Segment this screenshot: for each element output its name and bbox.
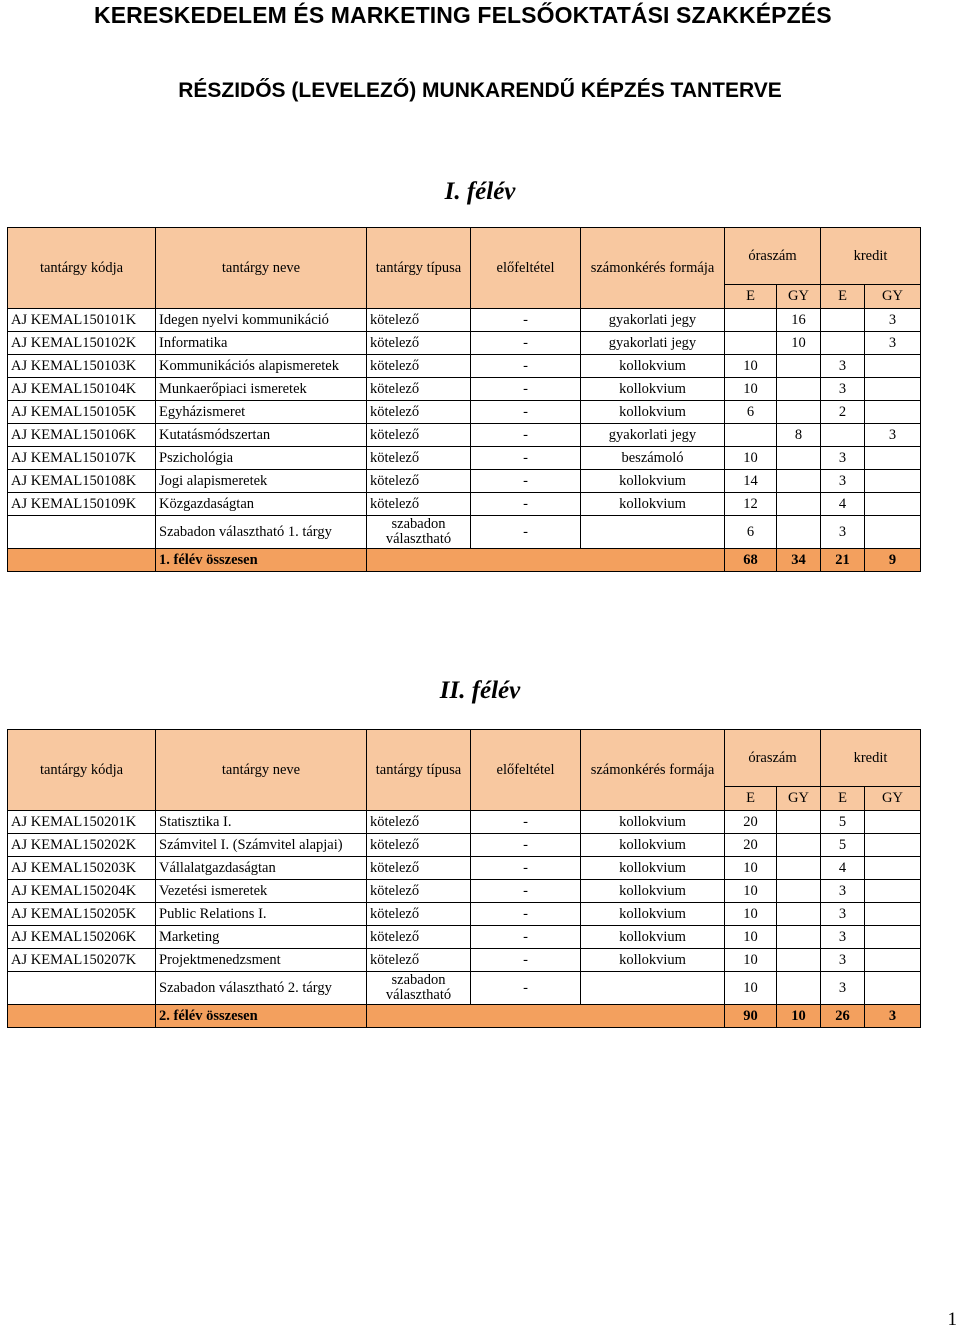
hours-e: 10 — [725, 857, 777, 880]
hours-gy — [777, 401, 821, 424]
total-label: 2. félév összesen — [156, 1005, 367, 1028]
subject-name: Vezetési ismeretek — [156, 880, 367, 903]
elective-row — [8, 516, 921, 549]
hours-gy — [777, 493, 821, 516]
subject-name: Jogi alapismeretek — [156, 470, 367, 493]
credit-gy — [865, 516, 921, 549]
total-spacer — [8, 549, 156, 572]
header-credit-e: E — [821, 285, 865, 309]
subject-name: Public Relations I. — [156, 903, 367, 926]
credit-e — [821, 424, 865, 447]
credit-gy: 3 — [865, 332, 921, 355]
subject-name: Projektmenedzsment — [156, 949, 367, 972]
table-row — [8, 424, 921, 447]
table-row — [8, 811, 921, 834]
elective-row — [8, 972, 921, 1005]
header-credit: kredit — [821, 228, 921, 285]
hours-e — [725, 332, 777, 355]
subject-code: AJ KEMAL150201K — [8, 811, 156, 834]
hours-gy — [777, 378, 821, 401]
hours-gy — [777, 447, 821, 470]
header-hours: óraszám — [725, 228, 821, 285]
credit-gy — [865, 857, 921, 880]
exam-form: gyakorlati jegy — [581, 309, 725, 332]
subject-name: Közgazdaságtan — [156, 493, 367, 516]
exam-form — [581, 972, 725, 1005]
subject-code: AJ KEMAL150104K — [8, 378, 156, 401]
table-row — [8, 949, 921, 972]
hours-gy: 8 — [777, 424, 821, 447]
exam-form: kollokvium — [581, 949, 725, 972]
subject-code: AJ KEMAL150204K — [8, 880, 156, 903]
total-hours-gy: 34 — [777, 549, 821, 572]
credit-e: 3 — [821, 447, 865, 470]
table-row — [8, 447, 921, 470]
hours-gy — [777, 834, 821, 857]
header-hours-e: E — [725, 285, 777, 309]
hours-e: 10 — [725, 926, 777, 949]
subject-type: kötelező — [367, 857, 471, 880]
prerequisite: - — [471, 857, 581, 880]
subject-type: kötelező — [367, 834, 471, 857]
prerequisite: - — [471, 516, 581, 549]
total-spacer — [8, 1005, 156, 1028]
subject-name: Pszichológia — [156, 447, 367, 470]
hours-gy — [777, 811, 821, 834]
header-credit: kredit — [821, 730, 921, 787]
subject-type: kötelező — [367, 903, 471, 926]
header-name: tantárgy neve — [156, 228, 367, 309]
semester-2-heading: II. félév — [439, 677, 521, 704]
subject-type: kötelező — [367, 880, 471, 903]
subject-type: kötelező — [367, 309, 471, 332]
hours-gy — [777, 903, 821, 926]
credit-e — [821, 309, 865, 332]
header-code: tantárgy kódja — [8, 730, 156, 811]
subject-code — [8, 516, 156, 549]
credit-gy — [865, 470, 921, 493]
subject-type: kötelező — [367, 355, 471, 378]
exam-form: gyakorlati jegy — [581, 332, 725, 355]
subject-type: szabadon választható — [367, 972, 471, 1005]
hours-gy — [777, 880, 821, 903]
total-credit-e: 21 — [821, 549, 865, 572]
header-prereq: előfeltétel — [471, 228, 581, 309]
hours-gy — [777, 516, 821, 549]
page-number: 1 — [947, 1309, 957, 1330]
subject-code: AJ KEMAL150206K — [8, 926, 156, 949]
credit-gy — [865, 447, 921, 470]
credit-gy — [865, 834, 921, 857]
table-row — [8, 309, 921, 332]
document-title: KERESKEDELEM ÉS MARKETING FELSŐOKTATÁSI SZAKKÉPZÉS — [94, 2, 832, 28]
hours-e: 10 — [725, 447, 777, 470]
subject-code: AJ KEMAL150108K — [8, 470, 156, 493]
total-spacer — [367, 549, 725, 572]
prerequisite: - — [471, 401, 581, 424]
hours-gy — [777, 926, 821, 949]
credit-gy — [865, 903, 921, 926]
table-row — [8, 332, 921, 355]
subject-code: AJ KEMAL150103K — [8, 355, 156, 378]
total-credit-gy: 3 — [865, 1005, 921, 1028]
hours-gy — [777, 470, 821, 493]
hours-e: 12 — [725, 493, 777, 516]
credit-gy: 3 — [865, 309, 921, 332]
hours-e: 6 — [725, 401, 777, 424]
subject-name: Kutatásmódszertan — [156, 424, 367, 447]
prerequisite: - — [471, 355, 581, 378]
header-credit-e: E — [821, 787, 865, 811]
subject-code: AJ KEMAL150202K — [8, 834, 156, 857]
credit-gy — [865, 401, 921, 424]
header-type: tantárgy típusa — [367, 228, 471, 309]
subject-code: AJ KEMAL150107K — [8, 447, 156, 470]
table-row — [8, 401, 921, 424]
credit-e: 3 — [821, 516, 865, 549]
prerequisite: - — [471, 309, 581, 332]
subject-name: Idegen nyelvi kommunikáció — [156, 309, 367, 332]
hours-e: 6 — [725, 516, 777, 549]
hours-e: 14 — [725, 470, 777, 493]
subject-code — [8, 972, 156, 1005]
credit-e: 3 — [821, 926, 865, 949]
total-hours-e: 68 — [725, 549, 777, 572]
subject-name: Vállalatgazdaságtan — [156, 857, 367, 880]
exam-form: kollokvium — [581, 811, 725, 834]
credit-e: 3 — [821, 949, 865, 972]
semester-1-heading: I. félév — [444, 178, 516, 205]
total-hours-e: 90 — [725, 1005, 777, 1028]
hours-e — [725, 309, 777, 332]
subject-code: AJ KEMAL150109K — [8, 493, 156, 516]
subject-type: kötelező — [367, 447, 471, 470]
credit-e: 4 — [821, 857, 865, 880]
table-row — [8, 903, 921, 926]
table-row — [8, 493, 921, 516]
subject-code: AJ KEMAL150205K — [8, 903, 156, 926]
exam-form: kollokvium — [581, 401, 725, 424]
table-row — [8, 857, 921, 880]
credit-e: 5 — [821, 834, 865, 857]
credit-e: 4 — [821, 493, 865, 516]
subject-code: AJ KEMAL150102K — [8, 332, 156, 355]
hours-e: 20 — [725, 834, 777, 857]
hours-gy: 10 — [777, 332, 821, 355]
prerequisite: - — [471, 447, 581, 470]
header-credit-gy: GY — [865, 787, 921, 811]
prerequisite: - — [471, 834, 581, 857]
credit-gy — [865, 949, 921, 972]
table-row — [8, 355, 921, 378]
prerequisite: - — [471, 493, 581, 516]
hours-gy — [777, 355, 821, 378]
subject-name: Számvitel I. (Számvitel alapjai) — [156, 834, 367, 857]
table-row — [8, 926, 921, 949]
prerequisite: - — [471, 972, 581, 1005]
subject-name: Szabadon választható 2. tárgy — [156, 972, 367, 1005]
semester-1-table — [7, 227, 921, 572]
credit-e: 2 — [821, 401, 865, 424]
prerequisite: - — [471, 332, 581, 355]
credit-e: 3 — [821, 378, 865, 401]
subject-name: Szabadon választható 1. tárgy — [156, 516, 367, 549]
credit-e: 5 — [821, 811, 865, 834]
header-hours-gy: GY — [777, 787, 821, 811]
hours-e: 20 — [725, 811, 777, 834]
header-exam: számonkérés formája — [581, 228, 725, 309]
credit-e — [821, 332, 865, 355]
exam-form: beszámoló — [581, 447, 725, 470]
subject-type: kötelező — [367, 378, 471, 401]
prerequisite: - — [471, 949, 581, 972]
header-code: tantárgy kódja — [8, 228, 156, 309]
exam-form — [581, 516, 725, 549]
semester-total-row — [8, 1005, 921, 1028]
hours-gy — [777, 949, 821, 972]
exam-form: kollokvium — [581, 903, 725, 926]
prerequisite: - — [471, 926, 581, 949]
credit-e: 3 — [821, 355, 865, 378]
credit-gy — [865, 880, 921, 903]
semester-2-table — [7, 729, 921, 1028]
subject-code: AJ KEMAL150101K — [8, 309, 156, 332]
exam-form: kollokvium — [581, 834, 725, 857]
hours-e: 10 — [725, 949, 777, 972]
prerequisite: - — [471, 903, 581, 926]
total-credit-gy: 9 — [865, 549, 921, 572]
prerequisite: - — [471, 880, 581, 903]
subject-name: Informatika — [156, 332, 367, 355]
exam-form: kollokvium — [581, 857, 725, 880]
subject-name: Statisztika I. — [156, 811, 367, 834]
header-exam: számonkérés formája — [581, 730, 725, 811]
credit-gy — [865, 811, 921, 834]
header-hours: óraszám — [725, 730, 821, 787]
exam-form: gyakorlati jegy — [581, 424, 725, 447]
table-row — [8, 378, 921, 401]
credit-e: 3 — [821, 903, 865, 926]
subject-name: Kommunikációs alapismeretek — [156, 355, 367, 378]
exam-form: kollokvium — [581, 470, 725, 493]
total-spacer — [367, 1005, 725, 1028]
semester-total-row — [8, 549, 921, 572]
subject-type: kötelező — [367, 332, 471, 355]
hours-gy: 16 — [777, 309, 821, 332]
header-hours-e: E — [725, 787, 777, 811]
credit-e: 3 — [821, 972, 865, 1005]
credit-gy — [865, 355, 921, 378]
header-hours-gy: GY — [777, 285, 821, 309]
prerequisite: - — [471, 424, 581, 447]
document-subtitle: RÉSZIDŐS (LEVELEZŐ) MUNKARENDŰ KÉPZÉS TANTERVE — [178, 79, 782, 102]
table-row — [8, 880, 921, 903]
hours-gy — [777, 972, 821, 1005]
subject-name: Egyházismeret — [156, 401, 367, 424]
prerequisite: - — [471, 378, 581, 401]
subject-code: AJ KEMAL150203K — [8, 857, 156, 880]
subject-type: kötelező — [367, 470, 471, 493]
total-label: 1. félév összesen — [156, 549, 367, 572]
subject-code: AJ KEMAL150207K — [8, 949, 156, 972]
subject-name: Munkaerőpiaci ismeretek — [156, 378, 367, 401]
hours-e: 10 — [725, 355, 777, 378]
subject-type: kötelező — [367, 493, 471, 516]
total-credit-e: 26 — [821, 1005, 865, 1028]
subject-type: kötelező — [367, 424, 471, 447]
hours-e: 10 — [725, 378, 777, 401]
hours-gy — [777, 857, 821, 880]
exam-form: kollokvium — [581, 880, 725, 903]
hours-e: 10 — [725, 880, 777, 903]
subject-code: AJ KEMAL150105K — [8, 401, 156, 424]
subject-code: AJ KEMAL150106K — [8, 424, 156, 447]
header-credit-gy: GY — [865, 285, 921, 309]
table-row — [8, 470, 921, 493]
subject-type: kötelező — [367, 949, 471, 972]
header-prereq: előfeltétel — [471, 730, 581, 811]
credit-gy — [865, 493, 921, 516]
hours-e — [725, 424, 777, 447]
credit-gy: 3 — [865, 424, 921, 447]
prerequisite: - — [471, 470, 581, 493]
total-hours-gy: 10 — [777, 1005, 821, 1028]
header-name: tantárgy neve — [156, 730, 367, 811]
subject-type: kötelező — [367, 811, 471, 834]
subject-type: kötelező — [367, 401, 471, 424]
subject-type: kötelező — [367, 926, 471, 949]
credit-e: 3 — [821, 880, 865, 903]
header-type: tantárgy típusa — [367, 730, 471, 811]
hours-e: 10 — [725, 903, 777, 926]
subject-name: Marketing — [156, 926, 367, 949]
credit-gy — [865, 378, 921, 401]
subject-type: szabadon választható — [367, 516, 471, 549]
exam-form: kollokvium — [581, 378, 725, 401]
exam-form: kollokvium — [581, 355, 725, 378]
credit-gy — [865, 926, 921, 949]
prerequisite: - — [471, 811, 581, 834]
exam-form: kollokvium — [581, 493, 725, 516]
credit-gy — [865, 972, 921, 1005]
credit-e: 3 — [821, 470, 865, 493]
table-row — [8, 834, 921, 857]
exam-form: kollokvium — [581, 926, 725, 949]
hours-e: 10 — [725, 972, 777, 1005]
